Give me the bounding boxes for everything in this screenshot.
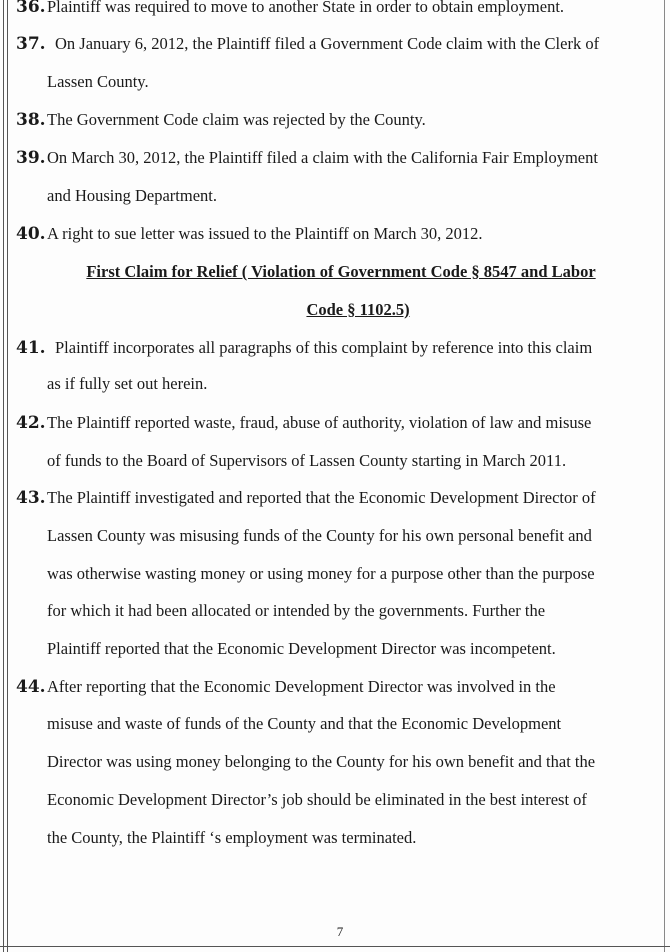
paragraph-number: 44. (16, 677, 46, 697)
paragraph-number: 40. (16, 224, 46, 244)
paragraph-line: Lassen County. (47, 72, 149, 91)
left-margin-rule-inner (7, 0, 8, 952)
paragraph-line: for which it had been allocated or intended by the governments. Further the (47, 601, 546, 620)
claim-heading-line-2: Code § 1102.5) (306, 300, 410, 319)
paragraph-line: After reporting that the Economic Development Director was involved in the (47, 677, 556, 696)
paragraph-line: The Plaintiff investigated and reported that the Economic Development Director of (47, 488, 596, 507)
paragraph-line: the County, the Plaintiff ‘s employment was terminated. (47, 828, 417, 847)
paragraph-number: 38. (16, 110, 46, 130)
paragraph-line: Lassen County was misusing funds of the County for his own personal benefit and (47, 526, 592, 545)
paragraph-line: of funds to the Board of Supervisors of Lassen County starting in March 2011. (47, 451, 567, 470)
bottom-rule (0, 946, 670, 947)
paragraph-line: On March 30, 2012, the Plaintiff filed a claim with the California Fair Employment (47, 148, 598, 167)
claim-heading-line-1: First Claim for Relief ( Violation of Government Code § 8547 and Labor (86, 262, 596, 281)
paragraph-line: and Housing Department. (47, 186, 218, 205)
paragraph-number: 41. (16, 338, 46, 358)
paragraph-number: 42. (16, 413, 46, 433)
paragraph-line: Plaintiff incorporates all paragraphs of this complaint by reference into this claim (55, 338, 593, 357)
paragraph-number: 36. (16, 0, 46, 17)
paragraph-line: Plaintiff reported that the Economic Development Director was incompetent. (47, 639, 556, 658)
paragraph-line: misuse and waste of funds of the County and that the Economic Development (47, 714, 562, 733)
paragraph-line: as if fully set out herein. (47, 374, 208, 393)
left-margin-rule (3, 0, 4, 952)
paragraph-line: Director was using money belonging to the County for his own benefit and that the (47, 752, 596, 771)
paragraph-line: On January 6, 2012, the Plaintiff filed a Government Code claim with the Clerk of (55, 34, 600, 53)
paragraph-number: 43. (16, 488, 46, 508)
right-margin-rule (664, 0, 665, 952)
paragraph-line: The Plaintiff reported waste, fraud, abuse of authority, violation of law and misuse (47, 413, 592, 432)
page-number: 7 (336, 924, 344, 939)
paragraph-line: was otherwise wasting money or using money for a purpose other than the purpose (47, 564, 595, 583)
paragraph-line: Plaintiff was required to move to another State in order to obtain employment. (47, 0, 565, 16)
paragraph-line: Economic Development Director’s job should be eliminated in the best interest of (47, 790, 587, 809)
paragraph-number: 37. (16, 34, 46, 54)
paragraph-line: The Government Code claim was rejected by the County. (47, 110, 426, 129)
paragraph-line: A right to sue letter was issued to the Plaintiff on March 30, 2012. (47, 224, 483, 243)
paragraph-number: 39. (16, 148, 46, 168)
